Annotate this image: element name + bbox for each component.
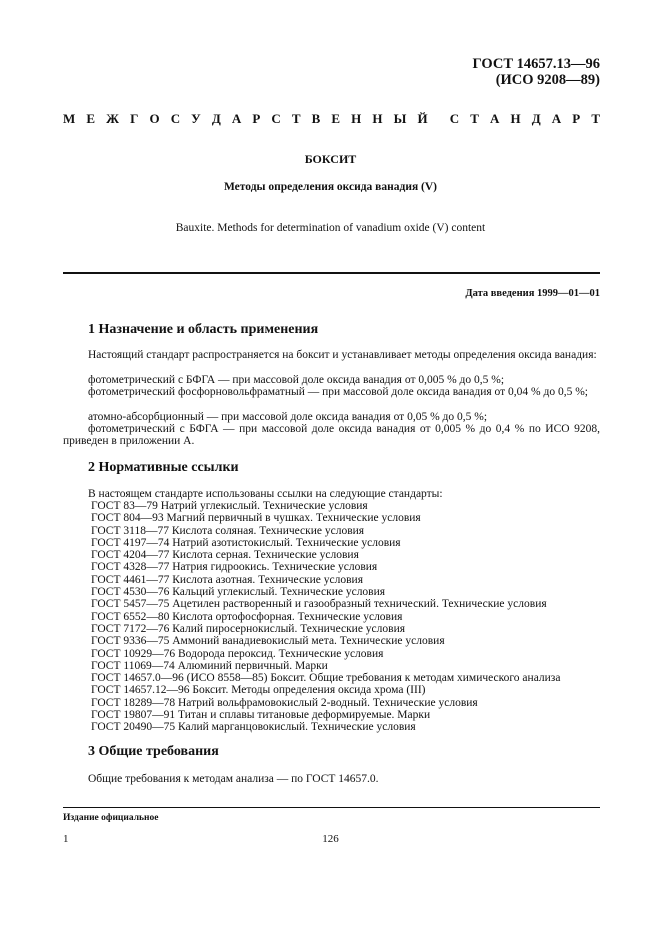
english-title: Bauxite. Methods for determination of vanadium oxide (V) content bbox=[175, 222, 486, 234]
standard-designation bbox=[473, 56, 600, 88]
reference-item: ГОСТ 4197—74 Натрий азотистокислый. Технические условия bbox=[91, 536, 401, 549]
reference-item: ГОСТ 83—79 Натрий углекислый. Технические условия bbox=[91, 500, 368, 512]
page-index: 1 bbox=[63, 833, 69, 845]
banner-letter: С bbox=[170, 111, 181, 126]
introduction-date: Дата введения 1999—01—01 bbox=[465, 288, 600, 299]
banner-letter: Р bbox=[252, 111, 261, 126]
reference-item: ГОСТ 14657.12—96 Боксит. Методы определения оксида хрома (III) bbox=[91, 684, 426, 697]
reference-item: ГОСТ 18289—78 Натрий вольфрамовокислый 2-водный. Технические условия bbox=[91, 696, 478, 709]
banner-letter: Т bbox=[591, 111, 600, 126]
section-1-heading: 1 Назначение и область применения bbox=[88, 322, 319, 337]
banner-letter: Т bbox=[470, 111, 479, 126]
title-divider bbox=[63, 272, 600, 274]
banner-letter: Т bbox=[291, 111, 301, 126]
reference-item: ГОСТ 804—93 Магний первичный в чушках. Технические условия bbox=[91, 512, 421, 525]
banner-letter: А bbox=[231, 111, 242, 126]
reference-item: ГОСТ 9336—75 Аммоний ванадиевокислый мета. Технические условия bbox=[91, 635, 445, 648]
interstate-standard-banner bbox=[63, 111, 600, 127]
section-1-method-photometric: фотометрический с БФГА — при массовой доле оксида ванадия от 0,005 % до 0,5 %; bbox=[88, 374, 505, 386]
reference-item: ГОСТ 4204—77 Кислота серная. Технические условия bbox=[91, 549, 359, 562]
banner-letter: У bbox=[191, 111, 201, 126]
reference-item: ГОСТ 14657.0—96 (ИСО 8558—85) Боксит. Общие требования к методам химического анализа bbox=[91, 672, 561, 685]
reference-item: ГОСТ 7172—76 Калий пиросернокислый. Технические условия bbox=[91, 622, 406, 635]
reference-item: ГОСТ 6552—80 Кислота ортофосфорная. Технические условия bbox=[91, 610, 403, 623]
section-2-heading: 2 Нормативные ссылки bbox=[88, 460, 239, 475]
reference-item: ГОСТ 19807—91 Титан и сплавы титановые деформируемые. Марки bbox=[91, 709, 431, 722]
section-1-method-phosphotungstate: фотометрический фосфорновольфраматный — при массовой доле оксида ванадия от 0,04 % до 0,5 %; bbox=[88, 386, 588, 398]
reference-item: ГОСТ 20490—75 Калий марганцовокислый. Технические условия bbox=[91, 721, 416, 734]
reference-item: ГОСТ 4530—76 Кальций углекислый. Технические условия bbox=[91, 586, 386, 599]
document-title: БОКСИТ bbox=[304, 152, 357, 166]
banner-letter: М bbox=[63, 111, 76, 126]
banner-letter: А bbox=[551, 111, 562, 126]
banner-letter: С bbox=[449, 111, 460, 126]
section-1-method-iso: фотометрический с БФГА — при массовой доле оксида ванадия от 0,005 % до 0,4 % по ИСО 9208, приведен в приложении А. bbox=[63, 423, 600, 448]
section-3-text: Общие требования к методам анализа — по ГОСТ 14657.0. bbox=[88, 773, 379, 785]
banner-letter: Г bbox=[130, 111, 139, 126]
banner-letter: Н bbox=[351, 111, 362, 126]
banner-letter: Й bbox=[417, 111, 428, 126]
banner-letter: Р bbox=[572, 111, 581, 126]
banner-letter: Д bbox=[211, 111, 221, 126]
page-number: 126 bbox=[322, 833, 339, 845]
reference-item: ГОСТ 4461—77 Кислота азотная. Технические условия bbox=[91, 573, 363, 586]
banner-letter: Д bbox=[531, 111, 541, 126]
reference-item: ГОСТ 5457—75 Ацетилен растворенный и газообразный технический. Технические условия bbox=[91, 598, 547, 611]
document-subtitle: Методы определения оксида ванадия (V) bbox=[223, 181, 438, 193]
banner-letter: Ж bbox=[106, 111, 119, 126]
banner-letter: Е bbox=[331, 111, 341, 126]
section-3-heading: 3 Общие требования bbox=[88, 744, 219, 759]
footer-divider bbox=[63, 807, 600, 808]
banner-letter: Ы bbox=[393, 111, 407, 126]
section-2-intro: В настоящем стандарте использованы ссылки на следующие стандарты: bbox=[88, 488, 443, 500]
normative-references-list bbox=[91, 500, 560, 734]
section-1-method-aas: атомно-абсорбционный — при массовой доле оксида ванадия от 0,05 % до 0,5 %; bbox=[88, 411, 488, 423]
section-1-paragraph: Настоящий стандарт распространяется на боксит и устанавливает методы определения оксида ванадия: bbox=[88, 349, 597, 361]
banner-letter: В bbox=[311, 111, 321, 126]
banner-letter: С bbox=[271, 111, 281, 126]
reference-item: ГОСТ 10929—76 Водорода пероксид. Технические условия bbox=[91, 647, 384, 660]
banner-letter: Е bbox=[86, 111, 96, 126]
banner-letter: О bbox=[149, 111, 160, 126]
designation-gost: ГОСТ 14657.13—96 bbox=[472, 56, 600, 72]
banner-letter: Н bbox=[372, 111, 383, 126]
banner-letter: А bbox=[490, 111, 500, 126]
banner-letter: Н bbox=[510, 111, 521, 126]
reference-item: ГОСТ 11069—74 Алюминий первичный. Марки bbox=[91, 659, 328, 672]
reference-item: ГОСТ 4328—77 Натрия гидроокись. Технические условия bbox=[91, 561, 378, 574]
official-edition-label: Издание официальное bbox=[63, 813, 159, 823]
designation-iso: (ИСО 9208—89) bbox=[495, 72, 600, 88]
reference-item: ГОСТ 3118—77 Кислота соляная. Технические условия bbox=[91, 524, 365, 537]
